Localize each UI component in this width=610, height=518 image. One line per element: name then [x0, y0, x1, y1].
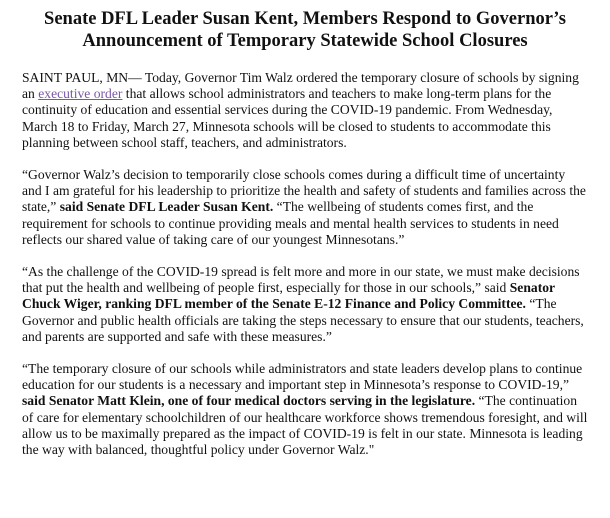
executive-order-link[interactable]: executive order [38, 86, 123, 102]
paragraph-intro [22, 70, 588, 151]
intro-text-before-link: SAINT PAUL, MN— Today, Governor Tim Walz ordered the temporary closure of schools by signing an [22, 70, 579, 102]
klein-attribution: said Senator Matt Klein, one of four medical doctors serving in the legislature. [22, 393, 476, 409]
paragraph-klein-quote [22, 361, 588, 458]
klein-quote-rest: “The continuation of care for elementary schoolchildren of our healthcare workforce shows tremendous foresight, and will allow us to be maximally prepared as the impact of COVID-19 is felt in our state. Minnesota is leading the way with balanced, thoughtful policy under Governor Walz." [22, 393, 588, 458]
headline-line-1: Senate DFL Leader Susan Kent, Members Respond to Governor’s [44, 9, 566, 29]
headline [22, 8, 588, 52]
kent-quote-text: “Governor Walz’s decision to temporarily close schools comes during a difficult time of uncertainty and I am grateful for his leadership to prioritize the health and safety of students and families across the state,” [22, 167, 586, 215]
kent-quote-rest: “The wellbeing of students comes first, and the requirement for schools to continue providing meals and mental health services to students in need reflects our shared value of taking care of our youngest Minnesotans.” [22, 199, 559, 247]
kent-attribution: said Senate DFL Leader Susan Kent. [59, 199, 274, 215]
paragraph-wiger-quote [22, 264, 588, 345]
wiger-quote-text: “As the challenge of the COVID-19 spread is felt more and more in our state, we must make decisions that put the health and wellbeing of people first, especially for those in our schools,” said [22, 264, 580, 296]
article-body [22, 70, 588, 458]
headline-line-2: Announcement of Temporary Statewide School Closures [82, 31, 528, 51]
paragraph-kent-quote [22, 167, 588, 248]
intro-text-after-link: that allows school administrators and teachers to make long-term plans for the continuity of education and essential services during the COVID-19 pandemic. From Wednesday, March 18 to Friday, March 27, Minnesota schools will be closed to students to accommodate this planning between school staff, teachers, and administrators. [22, 86, 553, 150]
wiger-quote-rest: “The Governor and public health officials are taking the steps necessary to ensure that our students, teachers, and parents are supported and safe with these measures.” [22, 296, 584, 344]
klein-quote-text: “The temporary closure of our schools while administrators and state leaders develop plans to continue education for our students is a necessary and important step in Minnesota’s response to COVID-19,” [22, 361, 583, 393]
wiger-attribution: Senator Chuck Wiger, ranking DFL member of the Senate E-12 Finance and Policy Committee. [22, 280, 555, 312]
